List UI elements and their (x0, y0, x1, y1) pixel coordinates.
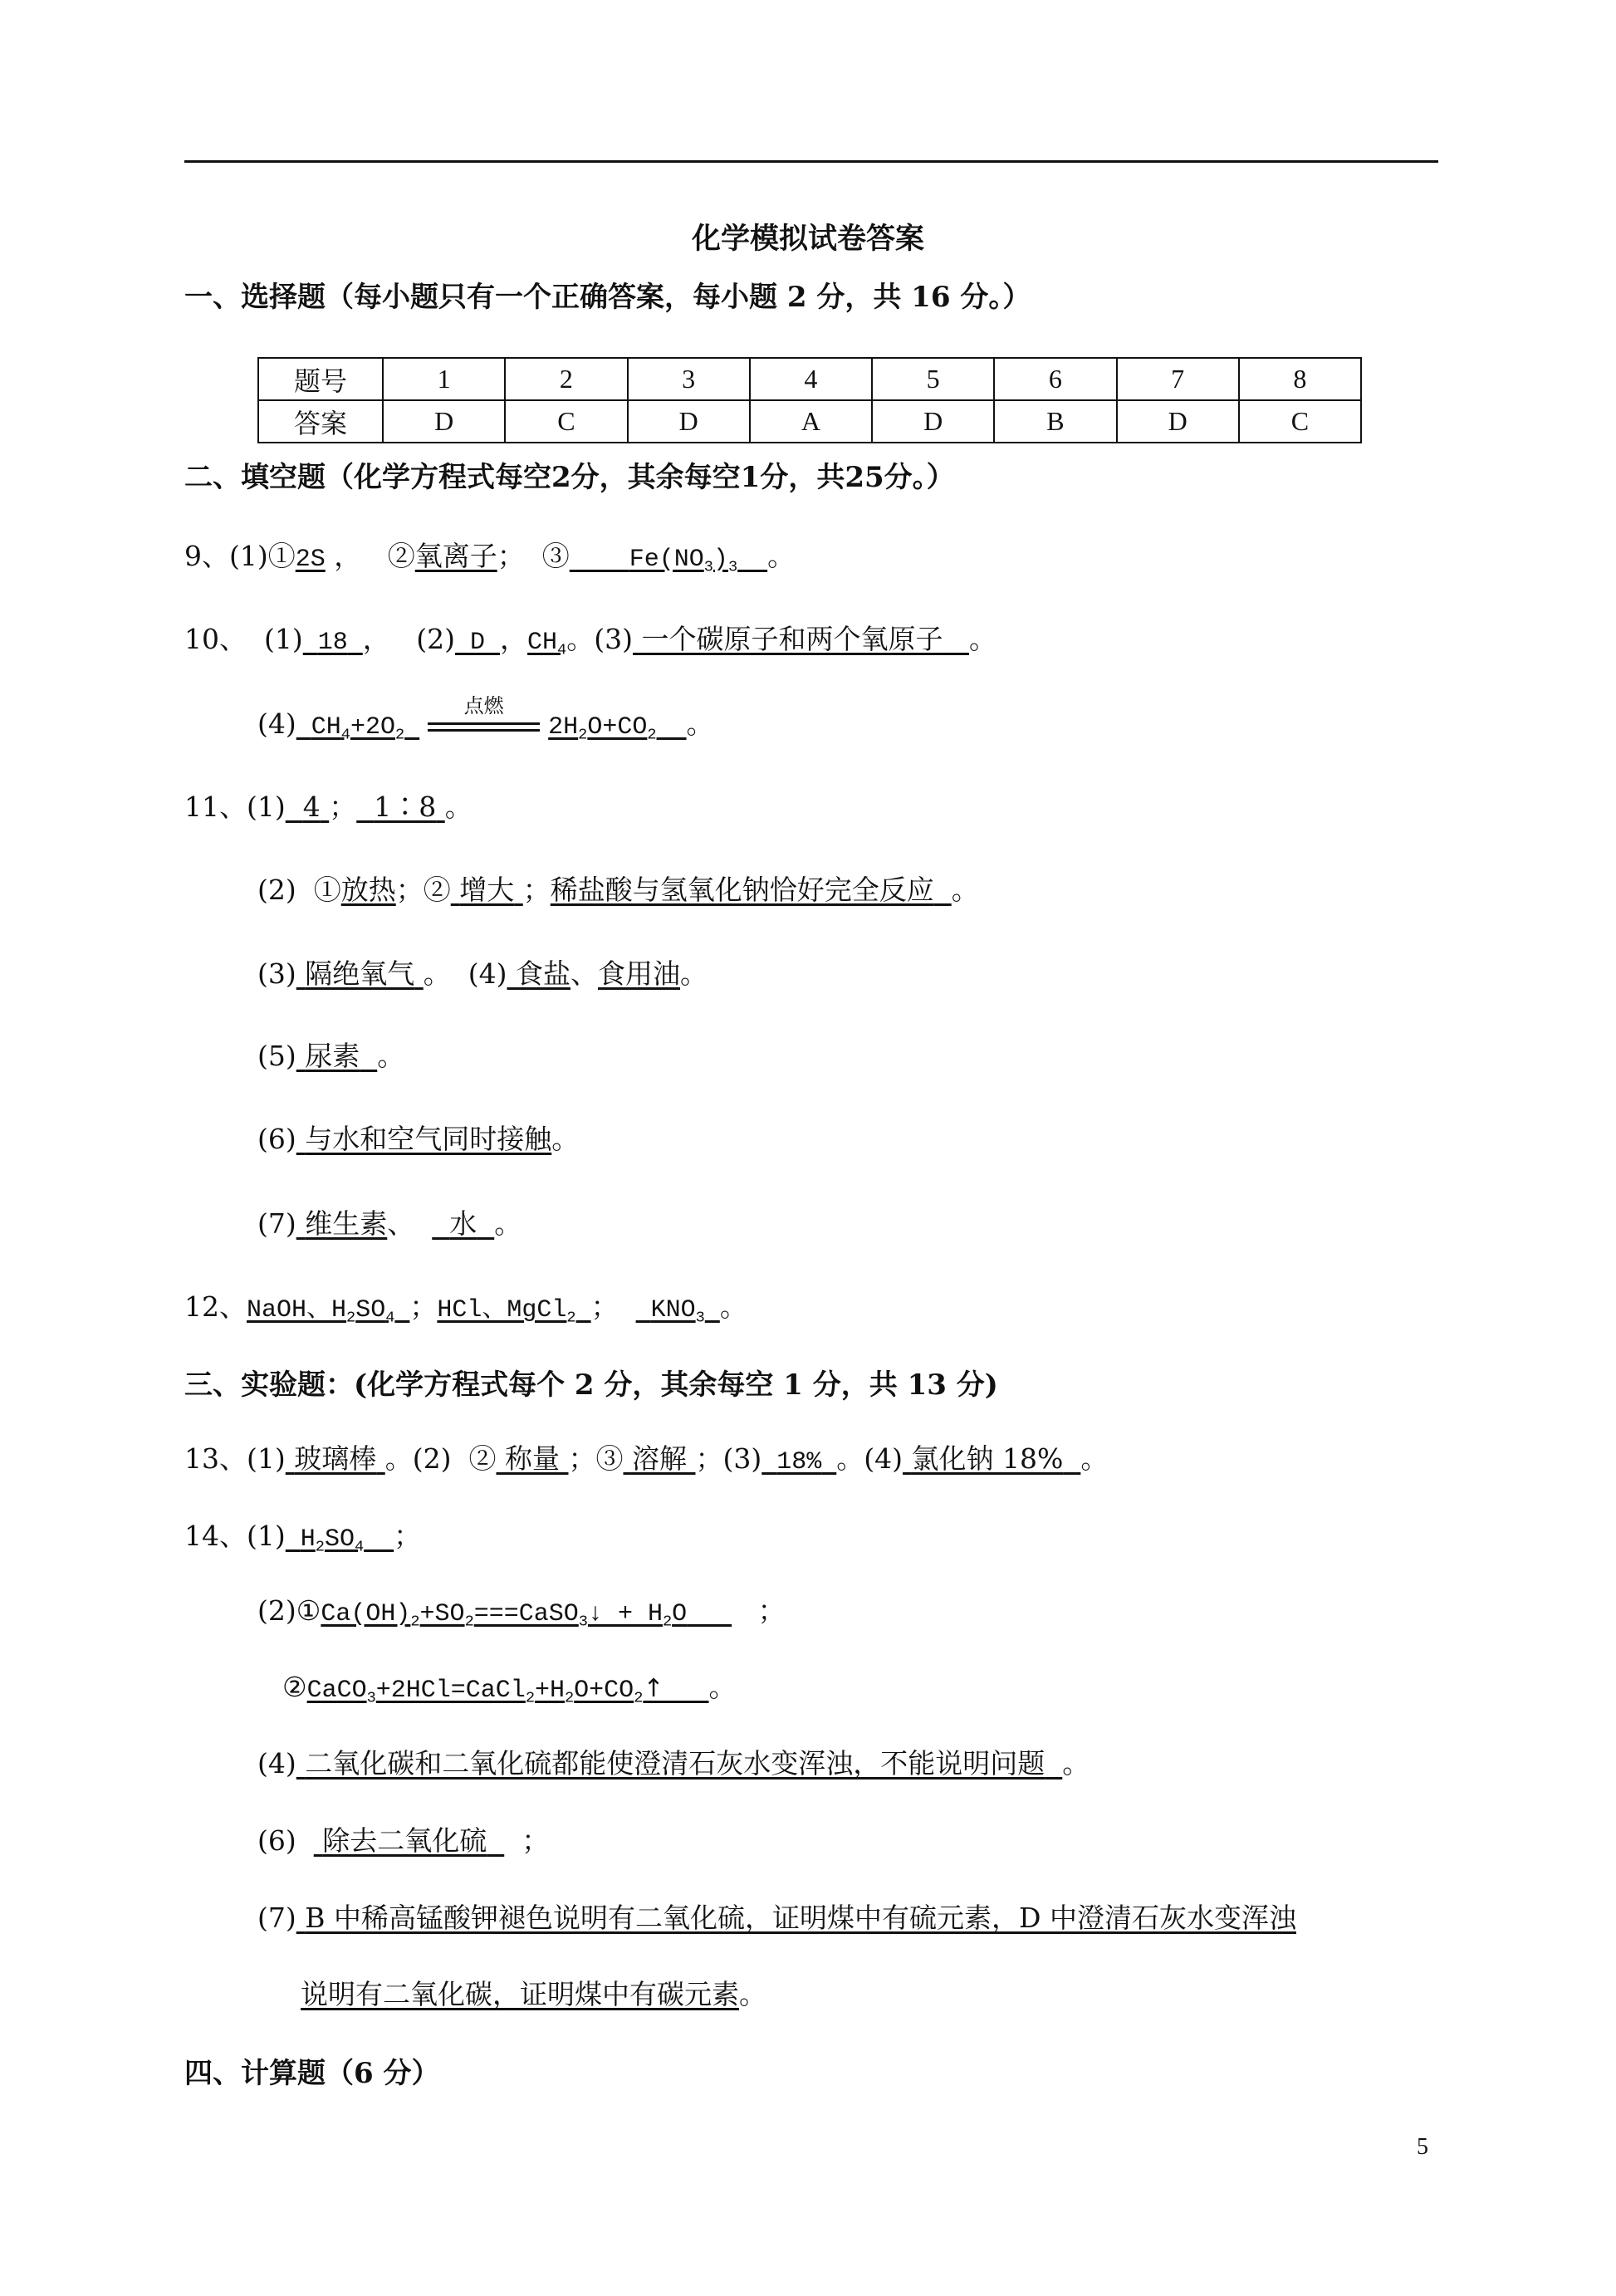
answer-line-11-3 (257, 956, 708, 992)
punctuation: 。 (767, 540, 796, 572)
answer-table (257, 357, 1362, 443)
separator: 。(2) ② (384, 1442, 497, 1475)
answer-line-11 (184, 789, 473, 825)
table-cell: 5 (872, 358, 994, 400)
question-label: (2) ① (257, 874, 341, 906)
punctuation: 。 (686, 707, 714, 740)
page-title: 化学模拟试卷答案 (691, 222, 924, 256)
section4-heading: 四、计算题（6 分） (184, 2057, 440, 2090)
answer-blank: 2S (295, 546, 326, 574)
subscript: 4 (557, 641, 567, 659)
formula-text: NaOH、H (247, 1296, 347, 1324)
formula-text: SO (324, 1525, 355, 1554)
punctuation: 。 (739, 1978, 766, 2010)
answer-blank (496, 1442, 568, 1475)
answer-blank (455, 629, 500, 657)
subscript: 2 (647, 726, 657, 744)
question-label: (4) (257, 707, 296, 740)
question-label: 13、(1) (184, 1442, 286, 1475)
separator: ；② (395, 874, 451, 906)
separator: ； ③ (497, 540, 570, 572)
answer-line-11-7 (257, 1206, 522, 1242)
answer-line-10 (184, 621, 997, 669)
answer-blank (437, 1296, 590, 1327)
subscript: 2 (566, 1309, 576, 1327)
table-cell: B (994, 400, 1116, 443)
answer-line-14-7 (257, 1900, 1296, 1936)
table-cell: 1 (383, 358, 505, 400)
separator: ； (590, 1290, 636, 1323)
subscript: 4 (340, 726, 350, 744)
subscript: 4 (385, 1309, 395, 1327)
answer-line-9 (184, 538, 795, 586)
subscript: 3 (578, 1613, 588, 1631)
subscript: 2 (315, 1538, 325, 1556)
answer-line-14-2b (282, 1669, 737, 1717)
subscript: 2 (565, 1689, 575, 1707)
gas-arrow-icon: ↑ (643, 1674, 664, 1703)
separator: ； (409, 1290, 438, 1323)
separator: ；(3) (695, 1442, 762, 1475)
table-cell: D (628, 400, 750, 443)
answer-value: 4 (302, 791, 321, 823)
question-label: (4) (257, 1747, 296, 1780)
subscript: 2 (346, 1309, 356, 1327)
answer-value: 二氧化碳和二氧化硫都能使澄清石灰水变浑浊，不能说明问题 (305, 1747, 1046, 1780)
answer-line-11-6 (257, 1121, 579, 1158)
formula-text: CaCO (306, 1677, 367, 1705)
table-cell: 6 (994, 358, 1116, 400)
answer-blank: 氧离子 (414, 540, 497, 572)
formula-text: +SO (419, 1600, 465, 1628)
question-label: (7) (257, 1902, 296, 1934)
answer-blank (296, 1040, 377, 1072)
section3-heading: 三、实验题：(化学方程式每个 2 分，其余每空 1 分，共 13 分) (184, 1368, 998, 1402)
separator: ， (500, 623, 528, 655)
answer-line-12 (184, 1289, 747, 1337)
subscript: 2 (662, 1613, 673, 1631)
answer-blank: 食用油 (597, 957, 680, 990)
header-rule (184, 160, 1438, 163)
punctuation: 。 (377, 1040, 405, 1072)
question-label: 11、(1) (184, 791, 286, 823)
answer-blank (296, 1123, 552, 1155)
separator: 。 (4) (423, 957, 507, 990)
reaction-condition: 点燃 (463, 694, 504, 717)
answer-blank (356, 791, 444, 823)
answer-blank (296, 1747, 1062, 1780)
subscript: 2 (394, 726, 405, 744)
answer-line-14-4 (257, 1745, 1090, 1782)
subscript: 3 (703, 558, 713, 576)
table-cell: 8 (1239, 358, 1361, 400)
subscript: 3 (695, 1309, 705, 1327)
separator: ， (2) (362, 623, 455, 655)
answer-value: B 中稀高锰酸钾褪色说明有二氧化硫，证明煤中有硫元素，D 中澄清石灰水变浑浊 (305, 1902, 1296, 1934)
answer-value: 维生素 (305, 1207, 388, 1240)
answer-blank (321, 1600, 732, 1631)
table-cell: 7 (1117, 358, 1239, 400)
question-label: 10、 (1) (184, 623, 303, 655)
punctuation: 。 (551, 1123, 580, 1155)
answer-value: 18 (317, 629, 348, 657)
answer-line-11-2 (257, 872, 979, 908)
question-label: ② (282, 1671, 307, 1703)
question-label: (2)① (257, 1594, 321, 1627)
subscript: 2 (634, 1689, 644, 1707)
answer-value: 水 (449, 1207, 477, 1240)
equation-right (548, 713, 686, 742)
answer-blank (761, 1448, 836, 1476)
separator: ， ② (325, 540, 415, 572)
section2-heading: 二、填空题（化学方程式每空2分，其余每空1分，共25分。） (184, 461, 955, 494)
table-cell: 4 (750, 358, 872, 400)
answer-value: 1∶8 (374, 791, 437, 823)
subscript: 3 (727, 558, 738, 576)
punctuation: 。 (494, 1207, 522, 1240)
answer-value: 与水和空气同时接触 (305, 1123, 552, 1155)
table-cell: C (505, 400, 627, 443)
table-cell: A (750, 400, 872, 443)
answer-blank (903, 1442, 1080, 1475)
answer-line-13 (184, 1441, 1108, 1481)
answer-blank (507, 957, 570, 990)
table-cell: D (383, 400, 505, 443)
formula-text: O+CO (574, 1677, 634, 1705)
answer-line-14-2a (257, 1593, 786, 1641)
answer-line-14-7-cont (301, 1976, 766, 2013)
formula-text: KNO (650, 1296, 696, 1324)
punctuation: 。 (951, 874, 979, 906)
question-label: (7) (257, 1207, 296, 1240)
answer-value: D (470, 629, 486, 657)
separator: 。(3) (566, 623, 633, 655)
question-label: (3) (257, 957, 296, 990)
answer-blank (623, 1442, 695, 1475)
answer-blank (633, 623, 969, 655)
formula-text: ===CaSO (473, 1600, 579, 1628)
formula-text: CH (311, 713, 341, 742)
answer-blank (451, 874, 523, 906)
punctuation: ； (394, 1520, 422, 1552)
punctuation: ； (522, 1824, 550, 1857)
separator: ； (522, 874, 551, 906)
separator: 。(4) (836, 1442, 903, 1475)
table-cell: C (1239, 400, 1361, 443)
answer-value: 氯化钠 18% (911, 1442, 1064, 1475)
answer-value: 隔绝氧气 (305, 957, 415, 990)
question-label: 12、 (184, 1290, 247, 1323)
subscript: 2 (464, 1613, 474, 1631)
formula-text: O+CO (587, 713, 648, 742)
table-row (258, 358, 1361, 400)
formula-text: H (300, 1525, 316, 1554)
answer-blank (527, 629, 566, 657)
subscript: 4 (354, 1538, 365, 1556)
formula-text: Fe(NO (629, 546, 704, 574)
answer-blank: 说明有二氧化碳，证明煤中有碳元素 (301, 1978, 739, 2010)
punctuation: 。 (1062, 1747, 1090, 1780)
answer-blank (296, 1902, 1296, 1934)
answer-blank: 放热 (340, 874, 396, 906)
answer-blank (306, 1674, 709, 1707)
formula-text: +H (534, 1677, 565, 1705)
answer-value: 溶解 (631, 1442, 687, 1475)
answer-value: 一个碳原子和两个氧原子 (641, 623, 943, 655)
punctuation: 。 (679, 957, 708, 990)
question-label: (6) (257, 1824, 296, 1857)
question-label: 14、(1) (184, 1520, 286, 1552)
answer-line-10-4 (257, 694, 714, 754)
punctuation: 。 (719, 1290, 747, 1323)
answer-value: 稀盐酸与氢氧化钠恰好完全反应 (550, 874, 934, 906)
subscript: 3 (366, 1689, 376, 1707)
table-cell: D (872, 400, 994, 443)
question-label: (5) (257, 1040, 296, 1072)
answer-blank (286, 1525, 394, 1554)
punctuation: 。 (708, 1671, 737, 1703)
formula-text: +2O (350, 713, 395, 742)
answer-blank (314, 1824, 504, 1857)
row-label: 答案 (258, 400, 383, 443)
separator: ； (329, 791, 357, 823)
answer-blank (303, 629, 363, 657)
answer-line-14-6 (257, 1823, 549, 1859)
subscript: 2 (410, 1613, 420, 1631)
answer-value: 食盐 (515, 957, 570, 990)
question-label: 9、(1)① (184, 540, 296, 572)
formula-text: HCl、MgCl (437, 1296, 567, 1324)
table-cell: D (1117, 400, 1239, 443)
formula-text: SO (355, 1296, 386, 1324)
separator: 、 (387, 1207, 433, 1240)
answer-value: 增大 (459, 874, 515, 906)
equation-left (296, 713, 419, 742)
answer-value: 称量 (504, 1442, 560, 1475)
subscript: 2 (578, 726, 588, 744)
answer-value: 除去二氧化硫 (322, 1824, 487, 1857)
separator: ；③ (568, 1442, 624, 1475)
answer-blank (432, 1207, 494, 1240)
punctuation: ； (757, 1594, 786, 1627)
answer-value: 18% (776, 1448, 822, 1476)
section1-heading: 一、选择题（每小题只有一个正确答案，每小题 2 分，共 16 分。） (184, 281, 1031, 314)
formula-text: ↓ + H (587, 1600, 663, 1628)
table-row (258, 400, 1361, 443)
equals-bar (428, 729, 540, 732)
formula-text: +2HCl=CaCl (375, 1677, 526, 1705)
answer-value: 玻璃棒 (294, 1442, 377, 1475)
punctuation: 。 (444, 791, 473, 823)
answer-blank (296, 1207, 388, 1240)
question-label: (6) (257, 1123, 296, 1155)
formula-text: 2H (548, 713, 579, 742)
answer-line-11-5 (257, 1038, 404, 1075)
subscript: 2 (525, 1689, 535, 1707)
equals-bar (428, 722, 540, 725)
answer-blank (296, 957, 424, 990)
page-number: 5 (1417, 2134, 1428, 2160)
reaction-arrow (428, 694, 540, 744)
formula-text: O (672, 1600, 688, 1628)
punctuation: 。 (1080, 1442, 1109, 1475)
answer-value: 尿素 (305, 1040, 360, 1072)
separator: 、 (570, 957, 598, 990)
answer-blank (286, 1442, 385, 1475)
formula-text: ) (713, 546, 728, 574)
formula-text: Ca(OH) (321, 1600, 411, 1628)
formula-text: CH (527, 629, 558, 657)
punctuation: 。 (968, 623, 997, 655)
answer-blank (636, 1296, 720, 1327)
answer-line-14 (184, 1518, 421, 1566)
table-cell: 2 (505, 358, 627, 400)
answer-blank (247, 1296, 409, 1327)
answer-blank (286, 791, 329, 823)
table-cell: 3 (628, 358, 750, 400)
answer-blank (551, 874, 952, 906)
row-label: 题号 (258, 358, 383, 400)
answer-blank (570, 546, 767, 574)
